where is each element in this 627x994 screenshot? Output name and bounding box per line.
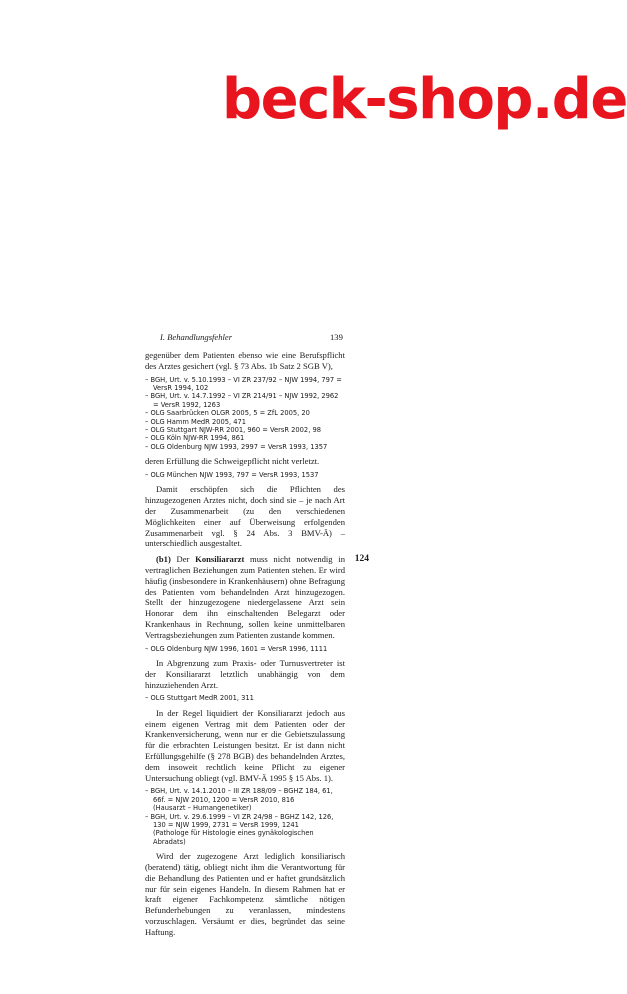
citation: – OLG Stuttgart NJW-RR 2001, 960 = VersR 2002, 98 bbox=[145, 426, 321, 435]
chapter-title: I. Behandlungsfehler bbox=[160, 332, 233, 342]
margin-number: 124 bbox=[354, 554, 369, 565]
paragraph: gegenüber dem Patienten ebenso wie eine Berufspflicht des Arztes gesichert (vgl. § 73 Abs. 1b Satz 2 SGB V), bbox=[145, 350, 345, 371]
citation-note: (Pathologe für Histologie eines gynäkologischen Abradats) bbox=[153, 829, 314, 846]
citation-list bbox=[145, 787, 345, 846]
paragraph: Damit erschöpfen sich die Pflichten des hinzugezogenen Arztes nicht, doch sind sie – je nach Art der Zusammenarbeit (zu den verschiedenen Möglichkeiten einer auf Überweisung erfolgenden Zusammenarbeit vgl. § 24 Abs. 3 BMV-Ä) – unterschiedlich ausgestaltet. bbox=[145, 484, 345, 549]
paragraph-konsiliararzt bbox=[145, 554, 369, 640]
page-body bbox=[145, 350, 369, 938]
page-number: 139 bbox=[330, 332, 343, 342]
citation: – OLG Köln NJW-RR 1994, 861 bbox=[145, 434, 245, 443]
citation: – OLG Saarbrücken OLGR 2005, 5 = ZfL 2005, 20 bbox=[145, 409, 310, 418]
citation: – BGH, Urt. v. 5.10.1993 – VI ZR 237/92 – NJW 1994, 797 = VersR 1994, 102 bbox=[145, 375, 342, 392]
citation bbox=[145, 787, 345, 812]
citation-text: – BGH, Urt. v. 29.6.1999 – VI ZR 24/98 – BGHZ 142, 126, 130 = NJW 1999, 2731 = VersR 1999, 1241 bbox=[145, 812, 334, 830]
paragraph: deren Erfüllung die Schweigepflicht nicht verletzt. bbox=[145, 456, 320, 467]
paragraph-text: muss nicht notwendig in vertraglichen Beziehungen zum Patienten stehen. Er wird häufig (insbesondere in Krankenhäusern) ohne Befragung des Patienten vom behandelnden Arzt hinzugezogen. Stellt der hinzugezogene niedergelassene Arzt sein Honorar dem ihn einschaltenden Belegarzt oder Krankenhaus in Rechnung, sollen keine unmittelbaren Vertragsbeziehungen zum Patienten zustande kommen. bbox=[145, 554, 345, 640]
citation: – BGH, Urt. v. 14.7.1992 – VI ZR 214/91 – NJW 1992, 2962 = VersR 1992, 1263 bbox=[145, 392, 339, 409]
citation-list bbox=[145, 471, 345, 479]
paragraph: Wird der zugezogene Arzt lediglich konsiliarisch (beratend) tätig, obliegt nicht ihm die Verantwortung für die Behandlung des Patienten und er haftet grundsätzlich nur für sein eigenes Handeln. In diesem Rahmen hat er kraft eigener Fachkompetenz sämtliche nötigen Befunderhebungen zu veranlassen, mindestens vorzuschlagen. Versäumt er dies, begründet das seine Haftung. bbox=[145, 851, 345, 937]
paragraph: In Abgrenzung zum Praxis- oder Turnusvertreter ist der Konsiliararzt letztlich unabhängig von dem hinzuziehenden Arzt. bbox=[145, 658, 345, 690]
citation: – OLG Oldenburg NJW 1996, 1601 = VersR 1996, 1111 bbox=[145, 644, 328, 653]
citation-text: – BGH, Urt. v. 14.1.2010 – III ZR 188/09 – BGHZ 184, 61, 66f. = NJW 2010, 1200 = VersR 2010, 816 bbox=[145, 787, 333, 804]
citation-list bbox=[145, 376, 345, 452]
citation-note: (Hausarzt – Humangenetiker) bbox=[153, 804, 252, 813]
beck-shop-logo[interactable]: beck-shop.de bbox=[222, 67, 627, 132]
citation: – OLG Stuttgart MedR 2001, 311 bbox=[145, 694, 254, 703]
citation-list bbox=[145, 694, 345, 702]
paragraph-label: (b1) bbox=[156, 554, 171, 565]
citation: – OLG Hamm MedR 2005, 471 bbox=[145, 417, 246, 426]
key-term: Konsiliararzt bbox=[195, 554, 245, 565]
citation: – OLG München NJW 1993, 797 = VersR 1993, 1537 bbox=[145, 471, 319, 480]
citation-list bbox=[145, 645, 345, 653]
citation bbox=[145, 813, 345, 847]
paragraph: In der Regel liquidiert der Konsiliararzt jedoch aus einem eigenen Vertrag mit dem Patienten oder der Krankenversicherung, wenn nur er die Gebietszulassung für die erbrachten Leistungen besitzt. Er ist dann nicht Erfüllungsgehilfe (§ 278 BGB) des behandelnden Arztes, dem insoweit rechtlich keine Pflicht zu eigener Untersuchung obliegt (vgl. BMV-Ä 1995 § 15 Abs. 1). bbox=[145, 707, 345, 783]
citation: – OLG Oldenburg NJW 1993, 2997 = VersR 1993, 1357 bbox=[145, 442, 328, 451]
paragraph-text: Der bbox=[170, 554, 196, 565]
